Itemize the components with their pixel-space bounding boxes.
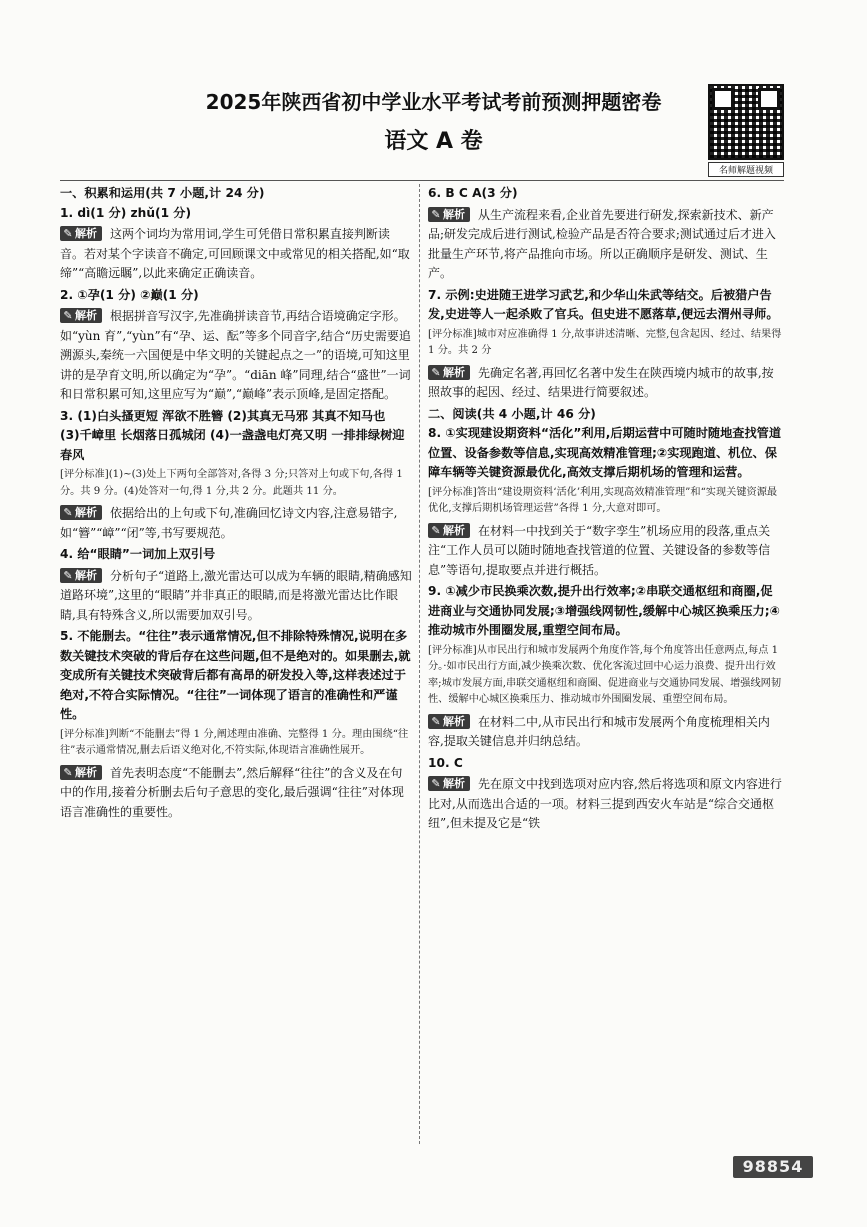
analysis-paragraph [428, 364, 784, 403]
answer-line: 3. (1)白头搔更短 浑欲不胜簪 (2)其真无马邪 其真不知马也 [60, 408, 386, 423]
analysis-text: 先确定名著,再回忆名著中发生在陕西境内城市的故事,按照故事的起因、经过、结果进行简要叙述。 [428, 365, 774, 399]
analysis-text: 根据拼音写汉字,先准确拼读音节,再结合语境确定字形。如“yùn 育”,“yùn”有“孕、运、酝”等多个同音字,结合“历史需要追溯源头,秦统一六国便是中华文明的关键起点之一”的语境,可知这里讲的是孕育文明,所以确定为“孕”。“diān 峰”同理,结合“盛世”一词和日常积累可知,这里应写为“巅”,“巅峰”表示顶峰,是固定搭配。 [60, 309, 411, 401]
analysis-tag [428, 523, 470, 538]
analysis-tag-label: 解析 [75, 506, 97, 519]
analysis-paragraph [428, 522, 784, 581]
right-column [428, 184, 784, 836]
analysis-paragraph [60, 567, 412, 626]
analysis-text: 分析句子“道路上,激光雷达可以成为车辆的眼睛,精确感知道路环境”,这里的“眼睛”并非真正的眼睛,而是将激光雷达比作眼睛,具有特殊含义,所以需要加双引号。 [60, 568, 412, 622]
analysis-tag [428, 776, 470, 791]
analysis-tag [428, 714, 470, 729]
qr-code-icon [708, 84, 784, 160]
analysis-tag-label: 解析 [443, 777, 465, 790]
analysis-tag [428, 365, 470, 380]
analysis-tag-label: 解析 [75, 568, 97, 582]
answer-line: 8. ①实现建设期资料“活化”利用,后期运营中可随时随地查找管道位置、设备参数等信息,实现高效精准管理;②实现跑道、机位、保障车辆等关键资源最优化,高效支撑后期机场的管理和运营。 [428, 426, 782, 479]
page-number: 98854 [733, 1156, 813, 1178]
scoring-standard: [评分标准]答出“建设期资料‘活化’利用,实现高效精准管理”和“实现关键资源最优化,支撑后期机场管理运营”各得 1 分,大意对即可。 [428, 486, 778, 514]
analysis-paragraph [60, 504, 412, 543]
answer-line: 5. 不能删去。“往往”表示通常情况,但不排除特殊情况,说明在多数关键技术突破的背后存在这些问题,但不是绝对的。如果删去,就变成所有关键技术突破背后都有高昂的研发投入等,这样表述过于绝对,不符合实际情况。“往往”一词体现了语言的准确性和严谨性。 [60, 629, 411, 721]
qr-code[interactable] [708, 84, 784, 176]
pencil-icon: ✎ [63, 506, 73, 519]
analysis-text: 从生产流程来看,企业首先要进行研发,探索新技术、新产品;研发完成后进行测试,检验产品是否符合要求;测试通过后才进入批量生产环节,将产品推向市场。所以正确顺序是研发、测试、生产。 [428, 207, 776, 280]
analysis-tag-label: 解析 [443, 523, 465, 537]
pencil-icon: ✎ [431, 777, 441, 790]
scoring-standard: [评分标准]城市对应准确得 1 分,故事讲述清晰、完整,包含起因、经过、结果得 1 分。共 2 分 [428, 328, 782, 356]
analysis-text: 在材料一中找到关于“数字孪生”机场应用的段落,重点关注“工作人员可以随时随地查找管道的位置、关键设备的参数等信息”等语句,提取要点并进行概括。 [428, 523, 771, 577]
analysis-tag [60, 568, 102, 583]
analysis-tag-label: 解析 [75, 765, 97, 779]
pencil-icon: ✎ [431, 365, 441, 379]
column-divider [419, 184, 421, 1144]
analysis-tag [60, 505, 102, 520]
pencil-icon: ✎ [63, 765, 73, 779]
left-column [60, 184, 412, 824]
scoring-standard: [评分标准](1)~(3)处上下两句全部答对,各得 3 分;只答对上句或下句,各得 1 分。共 9 分。(4)处答对一句,得 1 分,共 2 分。此题共 11 分。 [60, 469, 403, 497]
analysis-tag [60, 226, 102, 241]
analysis-tag-label: 解析 [75, 309, 97, 322]
analysis-tag-label: 解析 [75, 227, 97, 240]
section-heading: 二、阅读(共 4 小题,计 46 分) [428, 406, 596, 421]
answer-line: 9. ①减少市民换乘次数,提升出行效率;②串联交通枢纽和商圈,促进商业与交通协同发展;③增强线网韧性,缓解中心城区换乘压力;④推动城市外围圈发展,重塑空间布局。 [428, 584, 780, 637]
pencil-icon: ✎ [431, 523, 441, 537]
answer-line: 2. ①孕(1 分) ②巅(1 分) [60, 287, 199, 302]
answer-line: 4. 给“眼睛”一词加上双引号 [60, 547, 216, 561]
analysis-tag-label: 解析 [443, 207, 465, 221]
answer-line: 7. 示例:史进随王进学习武艺,和少华山朱武等结交。后被猎户告发,史进等人一起杀败了官兵。但史进不愿落草,便远去渭州寻师。 [428, 287, 779, 321]
scoring-standard: [评分标准]从市民出行和城市发展两个角度作答,每个角度答出任意两点,每点 1 分。·如市民出行方面,减少换乘次数、优化客流过回中心运力浪费、提升出行效率;城市发展方面,串联交通枢纽和商圈、促进商业与交通协同发展、增强线网韧性、缓解中心城区换乘压力、推动城市外围圈发展、重塑空间布局。 [428, 644, 782, 705]
analysis-tag [60, 308, 102, 323]
answer-line: 10. C [428, 755, 463, 770]
page-subtitle: 语文 A 卷 [384, 129, 483, 154]
analysis-tag [428, 207, 470, 222]
analysis-tag [60, 765, 102, 780]
analysis-paragraph [428, 775, 784, 834]
pencil-icon: ✎ [431, 714, 441, 728]
answer-line: 6. B C A(3 分) [428, 186, 518, 200]
analysis-text: 依据给出的上句或下句,准确回忆诗文内容,注意易错字,如“簪”“嶂”“闭”等,书写要规范。 [60, 506, 398, 540]
answer-line: 1. dì(1 分) zhǔ(1 分) [60, 205, 192, 220]
analysis-text: 在材料二中,从市民出行和城市发展两个角度梳理相关内容,提取关键信息并归纳总结。 [428, 714, 770, 748]
analysis-paragraph [428, 206, 784, 284]
pencil-icon: ✎ [431, 207, 441, 221]
analysis-tag-label: 解析 [443, 714, 465, 728]
pencil-icon: ✎ [63, 568, 73, 582]
analysis-paragraph [60, 764, 412, 823]
analysis-paragraph [60, 307, 412, 405]
analysis-tag-label: 解析 [443, 365, 465, 379]
pencil-icon: ✎ [63, 309, 73, 322]
analysis-text: 首先表明态度“不能删去”,然后解释“往往”的含义及在句中的作用,接着分析删去后句子意思的变化,最后强调“往往”对体现语言准确性的重要性。 [60, 765, 404, 819]
analysis-text: 这两个词均为常用词,学生可凭借日常积累直接判断读音。若对某个字读音不确定,可回顾课文中或常见的相关搭配,如“取缔”“高瞻远瞩”,以此来确定正确读音。 [60, 227, 410, 280]
header-rule [60, 180, 784, 181]
analysis-paragraph [428, 713, 784, 752]
scoring-standard: [评分标准]判断“不能删去”得 1 分,阐述理由准确、完整得 1 分。理由围绕“往往”表示通常情况,删去后语义绝对化,不符实际,体现语言准确性展开。 [60, 728, 409, 756]
analysis-text: 先在原文中找到选项对应内容,然后将选项和原文内容进行比对,从而选出合适的一项。材料三提到西安火车站是“综合交通枢纽”,但未提及它是“铁 [428, 777, 782, 830]
pencil-icon: ✎ [63, 227, 73, 240]
section-heading: 一、积累和运用(共 7 小题,计 24 分) [60, 186, 265, 200]
answer-line: (3)千嶂里 长烟落日孤城闭 (4)一盏盏电灯亮又明 一排排绿树迎春风 [60, 428, 405, 462]
page-title: 2025年陕西省初中学业水平考试考前预测押题密卷 [205, 90, 662, 114]
qr-label: 名师解题视频 [708, 162, 784, 177]
analysis-paragraph [60, 225, 412, 284]
